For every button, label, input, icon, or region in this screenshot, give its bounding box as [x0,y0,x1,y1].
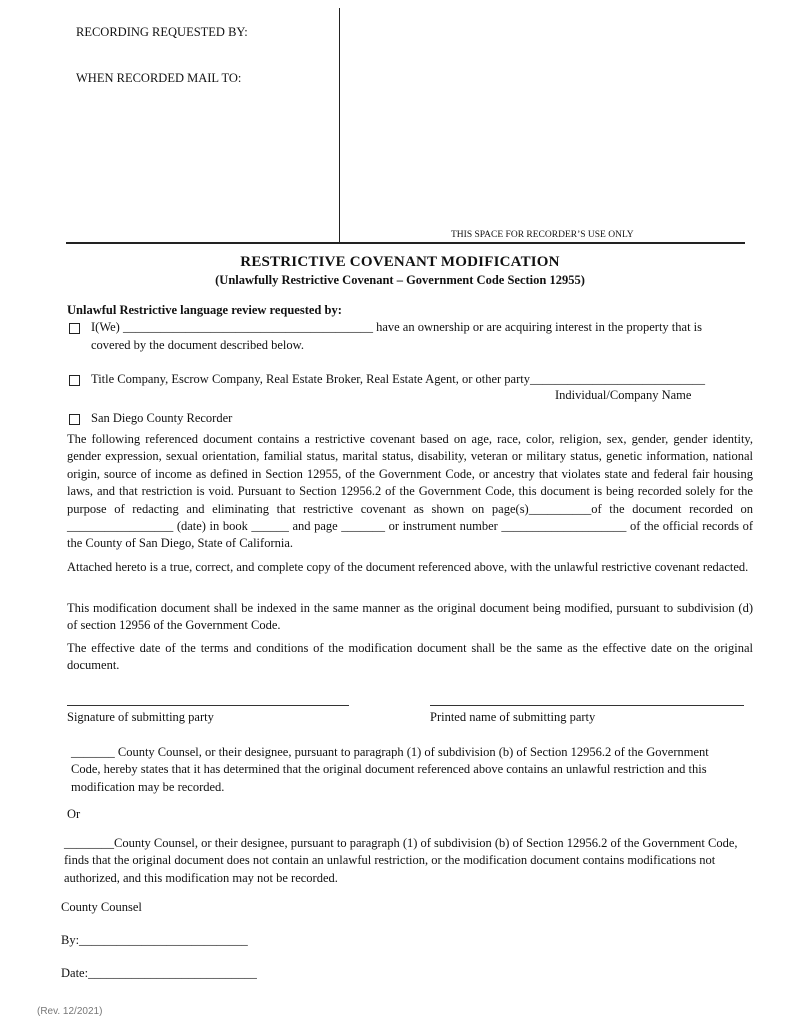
mail-to-label: WHEN RECORDED MAIL TO: [76,71,242,85]
counsel-statement-may-not-record: ________County Counsel, or their designee, pursuant to paragraph (1) of subdivision (b) of Section 12956.2 of the Government Code, finds that the original document does not contain an unlawful restriction, or the modification document contains modifications not authorized, and this modification may not be recorded. [64,836,738,885]
recording-requested-by-label: RECORDING REQUESTED BY: [76,25,248,39]
company-name-caption: Individual/Company Name [555,388,692,402]
attached-paragraph: Attached hereto is a true, correct, and complete copy of the document referenced above, with the unlawful restrictive covenant redacted. [67,560,749,574]
title-company-checkbox[interactable] [69,374,80,389]
indexing-paragraph: This modification document shall be indexed in the same manner as the original document being modified, pursuant to subdivision (d) of section 12956 of the Government Code. [67,601,753,633]
owner-option-line1: I(We) ________________________________________ have an ownership or are acquiring interest in the property that is [91,320,703,334]
date-field[interactable]: Date:___________________________ [61,966,257,980]
printed-name-label: Printed name of submitting party [430,710,596,724]
revision-label: (Rev. 12/2021) [37,1006,103,1017]
or-label: Or [67,807,81,821]
header-divider-horizontal [66,242,745,244]
county-counsel-label: County Counsel [61,900,142,914]
signature-line[interactable] [67,705,349,706]
covenant-paragraph: The following referenced document contains a restrictive covenant based on age, race, color, religion, sex, gender, gender identity, gender expression, sexual orientation, familial status, marital status, disability, veteran or military status, genetic information, national origin, source of income as defined in Section 12955, of the Government Code, or ancestry that violates state and federal fair housing laws, and that restriction is void. Pursuant to Section 12956.2 of the Government Code, this document is being recorded solely for the purpose of redacting and eliminating that restrictive covenant as shown on page(s)__________of the document recorded on _________________ (date) in book ______ and page _______ or instrument number ____________________ of the official records of the County of San Diego, State of California. [67,432,753,551]
signature-label: Signature of submitting party [67,710,214,724]
owner-option-line2: covered by the document described below. [91,338,305,352]
recorder-use-label: THIS SPACE FOR RECORDER’S USE ONLY [451,230,634,240]
printed-name-line[interactable] [430,705,744,706]
document-title: RESTRICTIVE COVENANT MODIFICATION [240,254,560,270]
by-field[interactable]: By:___________________________ [61,933,248,947]
counsel-statement-may-record: _______ County Counsel, or their designee, pursuant to paragraph (1) of subdivision (b) of Section 12956.2 of the Government Code, hereby states that it has determined that the original document referenced above contains an unlawful restriction and this modification may be recorded. [71,745,709,794]
effective-date-paragraph: The effective date of the terms and conditions of the modification document shall be the same as the effective date on the original document. [67,641,753,673]
owner-checkbox[interactable] [69,322,80,337]
document-subtitle: (Unlawfully Restrictive Covenant – Government Code Section 12955) [215,273,585,287]
recorder-option: San Diego County Recorder [91,411,233,425]
recorder-checkbox[interactable] [69,413,80,428]
title-company-option: Title Company, Escrow Company, Real Estate Broker, Real Estate Agent, or other party____________________________ [91,372,705,386]
review-heading: Unlawful Restrictive language review requested by: [67,303,342,317]
header-divider-vertical [339,8,340,244]
